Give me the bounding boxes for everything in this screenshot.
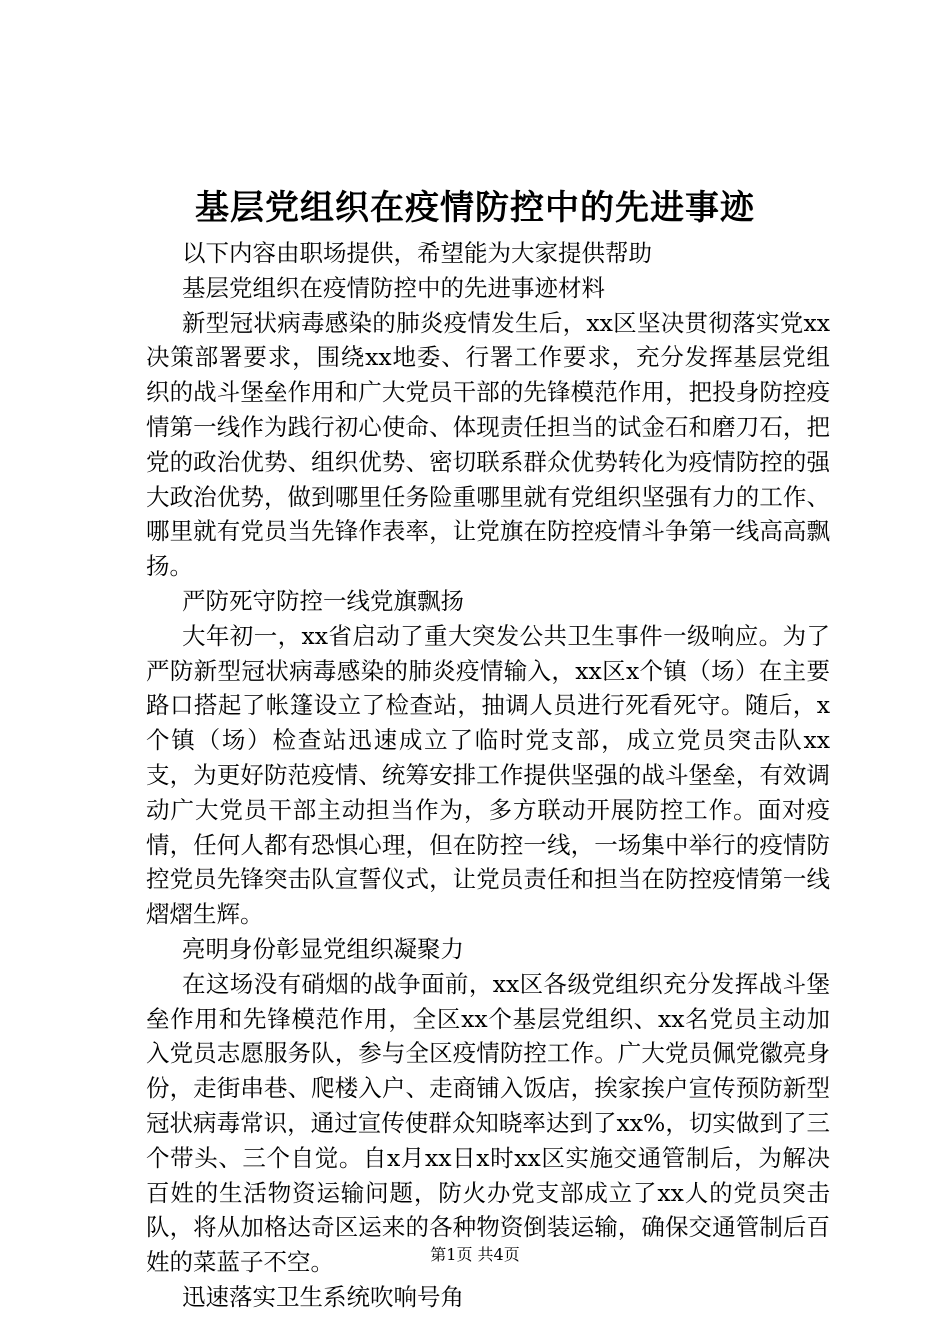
section-heading: 严防死守防控一线党旗飘扬 <box>182 586 464 615</box>
body-paragraph: 大年初一，xx省启动了重大突发公共卫生事件一级响应。为了严防新型冠状病毒感染的肺炎疫情输入，xx区x个镇（场）在主要路口搭起了帐篷设立了检查站，抽调人员进行死看死守。随后，x个镇（场）检查站迅速成立了临时党支部，成立党员突击队xx支，为更好防范疫情、统筹安排工作提供坚强的战斗堡垒，有效调动广大党员干部主动担当作为，多方联动开展防控工作。面对疫情，任何人都有恐惧心理，但在防控一线，一场集中举行的疫情防控党员先锋突击队宣誓仪式，让党员责任和担当在防控疫情第一线熠熠生辉。 <box>146 621 830 929</box>
body-paragraph: 在这场没有硝烟的战争面前，xx区各级党组织充分发挥战斗堡垒作用和先锋模范作用，全区xx个基层党组织、xx名党员主动加入党员志愿服务队，参与全区疫情防控工作。广大党员佩党徽亮身份，走街串巷、爬楼入户、走商铺入饭店，挨家挨户宣传预防新型冠状病毒常识，通过宣传使群众知晓率达到了xx%，切实做到了三个带头、三个自觉。自x月xx日x时xx区实施交通管制后，为解决百姓的生活物资运输问题，防火办党支部成立了xx人的党员突击队，将从加格达奇区运来的各种物资倒装运输，确保交通管制后百姓的菜蓝子不空。 <box>146 969 830 1277</box>
subtitle-line: 基层党组织在疫情防控中的先进事迹材料 <box>182 273 605 302</box>
document-title: 基层党组织在疫情防控中的先进事迹 <box>195 188 755 228</box>
section-heading: 迅速落实卫生系统吹响号角 <box>182 1282 464 1311</box>
document-body <box>146 236 830 1315</box>
intro-note: 以下内容由职场提供，希望能为大家提供帮助 <box>182 239 652 267</box>
page-number-footer: 第1页 共4页 <box>430 1245 520 1264</box>
section-heading: 亮明身份彰显党组织凝聚力 <box>182 934 464 963</box>
body-paragraph: 新型冠状病毒感染的肺炎疫情发生后，xx区坚决贯彻落实党xx决策部署要求，围绕xx地委、行署工作要求，充分发挥基层党组织的战斗堡垒作用和广大党员干部的先锋模范作用，把投身防控疫情第一线作为践行初心使命、体现责任担当的试金石和磨刀石，把党的政治优势、组织优势、密切联系群众优势转化为疫情防控的强大政治优势，做到哪里任务险重哪里就有党组织坚强有力的工作、哪里就有党员当先锋作表率，让党旗在防控疫情斗争第一线高高飘扬。 <box>146 308 830 581</box>
